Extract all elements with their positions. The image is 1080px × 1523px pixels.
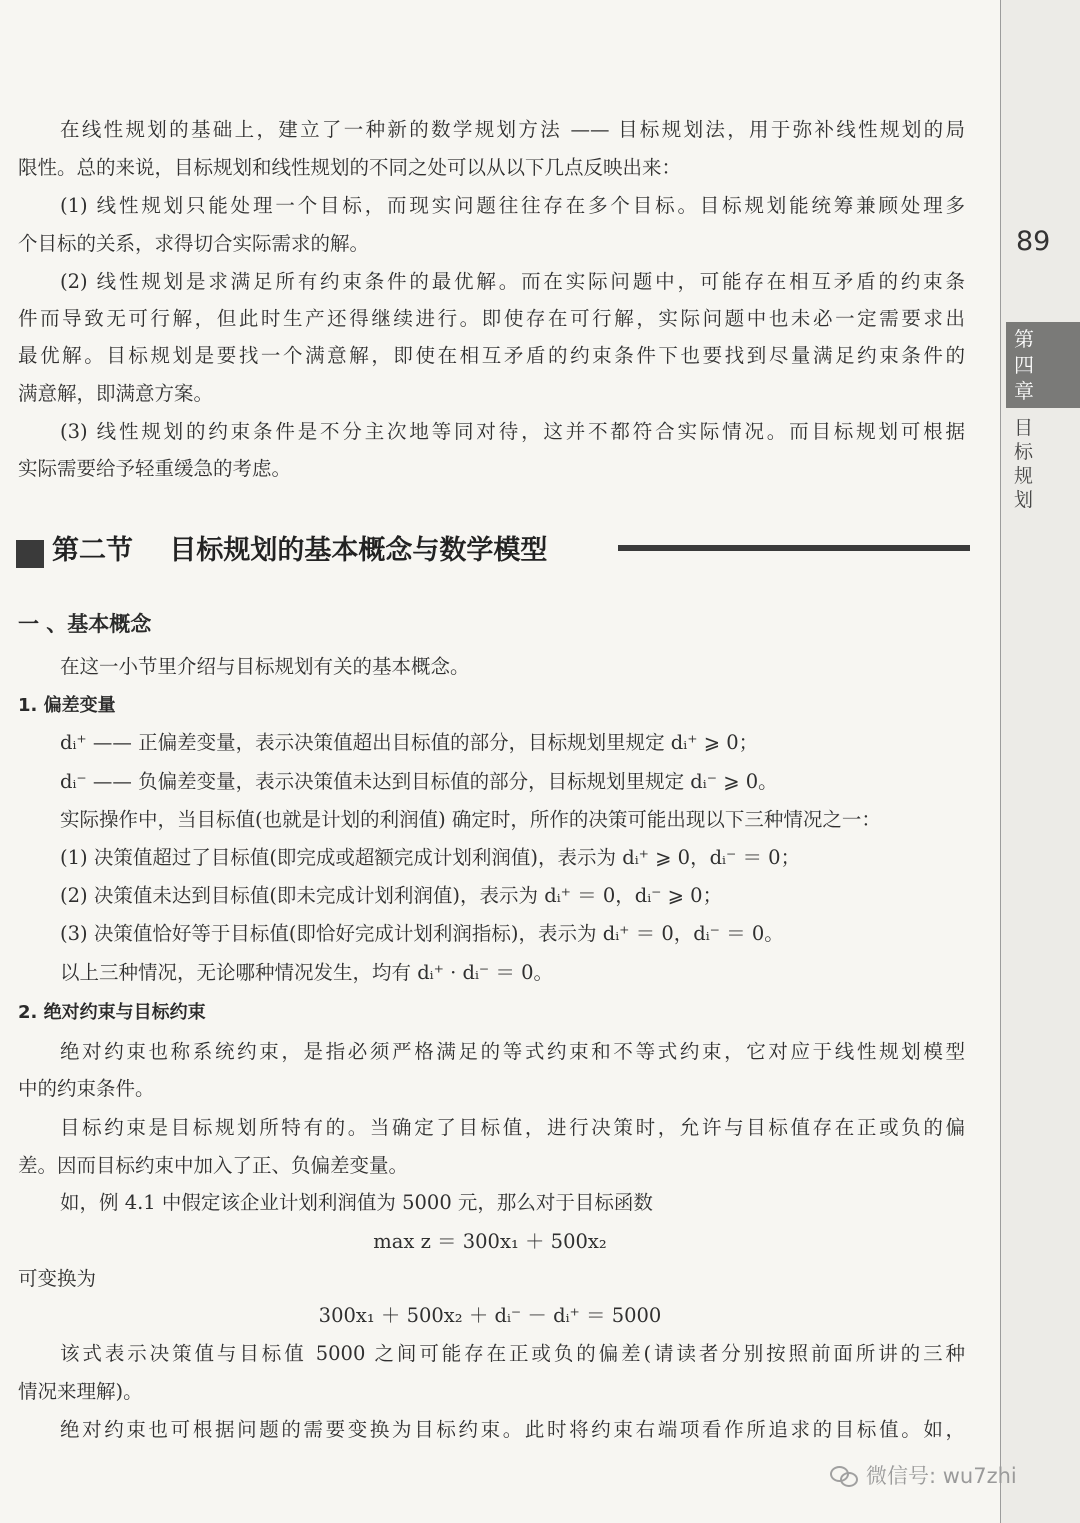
paragraph-line: 该式表示决策值与目标值 5000 之间可能存在正或负的偏差(请读者分别按照前面所讲的三种 xyxy=(60,1342,965,1365)
paragraph-line: 差。因而目标约束中加入了正、负偏差变量。 xyxy=(18,1154,409,1177)
section-title: 第二节 目标规划的基本概念与数学模型 xyxy=(52,535,548,566)
paragraph-line: 中的约束条件。 xyxy=(18,1077,155,1100)
paragraph-line: 在线性规划的基础上，建立了一种新的数学规划方法 —— 目标规划法，用于弥补线性规划的局 xyxy=(60,118,965,141)
definition-line: dᵢ⁺ —— 正偏差变量，表示决策值超出目标值的部分，目标规划里规定 dᵢ⁺ ⩾ 0； xyxy=(60,731,759,754)
chapter-label: 第四章 xyxy=(1014,327,1034,403)
case-line: (3) 决策值恰好等于目标值(即恰好完成计划利润指标)，表示为 dᵢ⁺ ＝ 0，dᵢ⁻ ＝ 0。 xyxy=(60,922,784,945)
paragraph-line: 限性。总的来说，目标规划和线性规划的不同之处可以从以下几点反映出来： xyxy=(18,156,682,179)
watermark-text: 微信号: wu7zhi xyxy=(866,1464,1017,1488)
paragraph-line: 实际操作中，当目标值(也就是计划的利润值) 确定时，所作的决策可能出现以下三种情况之一： xyxy=(60,808,881,831)
case-line: (2) 决策值未达到目标值(即未完成计划利润值)，表示为 dᵢ⁺ ＝ 0，dᵢ⁻ ⩾ 0； xyxy=(60,884,723,907)
paragraph-line: (2) 线性规划是求满足所有约束条件的最优解。而在实际问题中，可能存在相互矛盾的约束条 xyxy=(60,270,965,293)
wechat-watermark xyxy=(830,1460,1017,1490)
section-rule xyxy=(618,545,970,551)
paragraph-line: 件而导致无可行解，但此时生产还得继续进行。即使存在可行解，实际问题中也未必一定需要求出 xyxy=(18,307,965,330)
case-line: (1) 决策值超过了目标值(即完成或超额完成计划利润值)，表示为 dᵢ⁺ ⩾ 0，dᵢ⁻ ＝ 0； xyxy=(60,846,801,869)
paragraph-line: 目标约束是目标规划所特有的。当确定了目标值，进行决策时，允许与目标值存在正或负的偏 xyxy=(60,1116,965,1139)
paragraph-line: 满意解，即满意方案。 xyxy=(18,382,214,405)
item-heading: 2. 绝对约束与目标约束 xyxy=(18,1002,206,1023)
section-marker xyxy=(16,540,44,568)
paragraph-line: 绝对约束也称系统约束，是指必须严格满足的等式约束和不等式约束，它对应于线性规划模型 xyxy=(60,1040,965,1063)
paragraph-line: 最优解。目标规划是要找一个满意解，即使在相互矛盾的约束条件下也要找到尽量满足约束条件的 xyxy=(18,344,965,367)
paragraph-line: 绝对约束也可根据问题的需要变换为目标约束。此时将约束右端项看作所追求的目标值。如， xyxy=(60,1418,965,1441)
definition-line: dᵢ⁻ —— 负偏差变量，表示决策值未达到目标值的部分，目标规划里规定 dᵢ⁻ ⩾ 0。 xyxy=(60,770,778,793)
paragraph-line: 可变换为 xyxy=(18,1267,97,1290)
paragraph-line: (1) 线性规划只能处理一个目标，而现实问题往往存在多个目标。目标规划能统筹兼顾处理多 xyxy=(60,194,965,217)
paragraph-line: 以上三种情况，无论哪种情况发生，均有 dᵢ⁺ · dᵢ⁻ ＝ 0。 xyxy=(60,961,553,984)
paragraph-line: 在这一小节里介绍与目标规划有关的基本概念。 xyxy=(60,655,470,678)
formula: 300x₁ ＋ 500x₂ ＋ dᵢ⁻ － dᵢ⁺ ＝ 5000 xyxy=(318,1304,662,1327)
paragraph-line: 情况来理解)。 xyxy=(18,1380,143,1403)
paragraph-line: 如，例 4.1 中假定该企业计划利润值为 5000 元，那么对于目标函数 xyxy=(60,1191,653,1214)
page-number: 89 xyxy=(1016,226,1051,257)
formula: max z ＝ 300x₁ ＋ 500x₂ xyxy=(373,1230,607,1253)
chapter-title: 目标规划 xyxy=(1014,417,1034,511)
subsection-heading: 一 、基本概念 xyxy=(18,612,152,636)
item-heading: 1. 偏差变量 xyxy=(18,695,116,716)
wechat-icon xyxy=(830,1464,860,1486)
paragraph-line: 个目标的关系，求得切合实际需求的解。 xyxy=(18,232,370,255)
paragraph-line: 实际需要给予轻重缓急的考虑。 xyxy=(18,457,292,480)
paragraph-line: (3) 线性规划的约束条件是不分主次地等同对待，这并不都符合实际情况。而目标规划可根据 xyxy=(60,420,965,443)
